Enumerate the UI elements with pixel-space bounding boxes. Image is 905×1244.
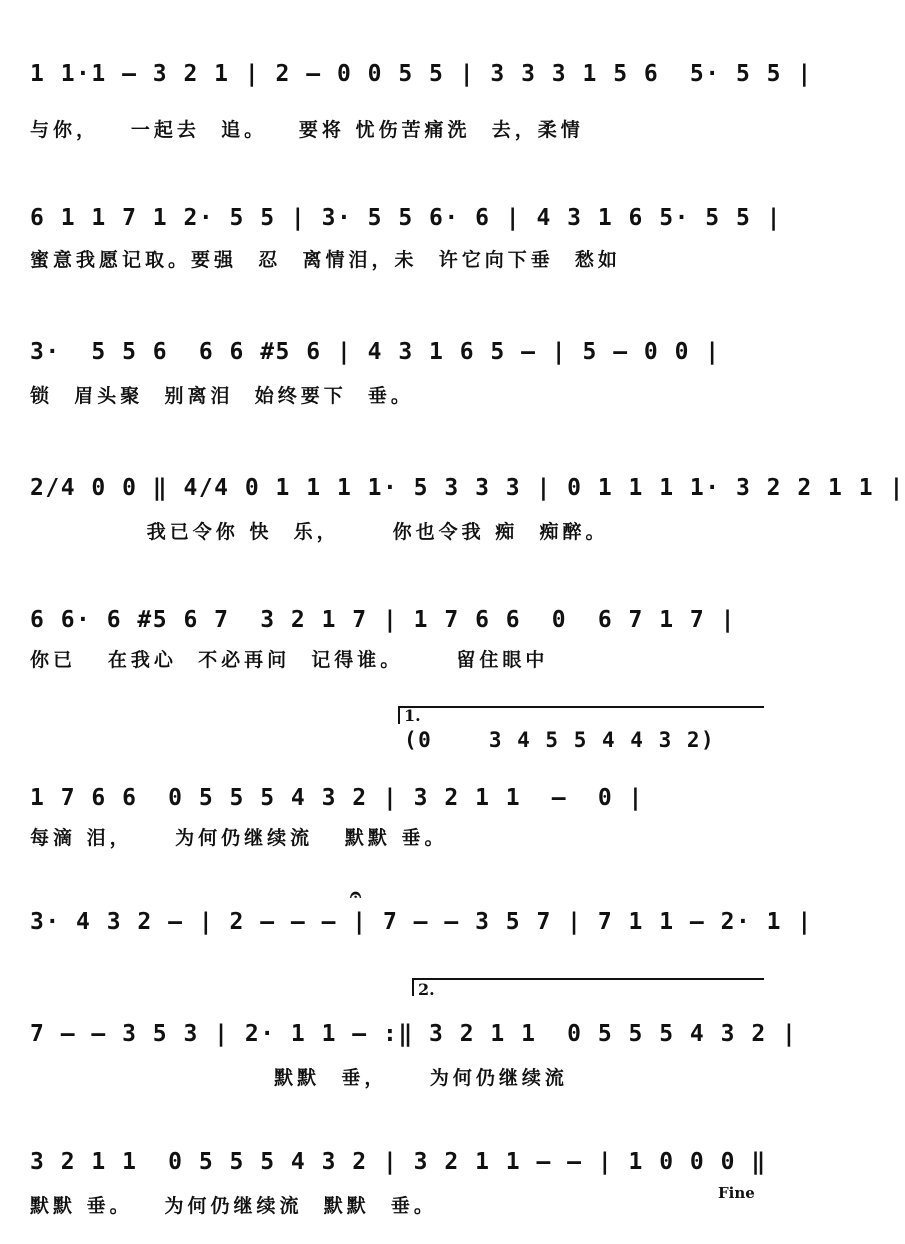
fermata-icon: 𝄐 xyxy=(350,882,362,906)
notation-line: 2/4 0 0 ‖ 4/4 0 1 1 1 1· 5 3 3 3 | 0 1 1 1 1· 3 2 2 1 1 | xyxy=(30,475,905,501)
second-ending-bracket xyxy=(412,978,764,996)
alternate-notation-line: (0 3 4 5 5 4 4 3 2) xyxy=(404,728,716,752)
first-ending-label: 1. xyxy=(404,706,421,725)
lyrics-line: 默默 垂， 为何仍继续流 xyxy=(30,1067,568,1089)
lyrics-line: 你已 在我心 不必再问 记得谁。 留住眼中 xyxy=(30,649,549,671)
notation-line: 6 1 1 7 1 2· 5 5 | 3· 5 5 6· 6 | 4 3 1 6 5· 5 5 | xyxy=(30,205,783,231)
lyrics-line: 蜜意我愿记取。要强 忍 离情泪，未 许它向下垂 愁如 xyxy=(30,249,621,271)
notation-line: 3· 5 5 6 6 6 #5 6 | 4 3 1 6 5 — | 5 — 0 0 | xyxy=(30,339,721,365)
lyrics-line: 锁 眉头聚 别离泪 始终要下 垂。 xyxy=(30,385,414,407)
lyrics-line: 我已令你 快 乐， 你也令我 痴 痴醉。 xyxy=(30,521,609,543)
lyrics-line: 每滴 泪， 为何仍继续流 默默 垂。 xyxy=(30,827,448,849)
notation-line: 6 6· 6 #5 6 7 3 2 1 7 | 1 7 6 6 0 6 7 1 7 | xyxy=(30,607,736,633)
notation-line: 3· 4 3 2 — | 2 — — — | 7 — — 3 5 7 | 7 1 1 — 2· 1 | xyxy=(30,909,813,935)
second-ending-label: 2. xyxy=(418,980,435,999)
lyrics-line: 与你， 一起去 追。 要将 忧伤苦痛洗 去，柔情 xyxy=(30,119,584,141)
notation-line: 7 — — 3 5 3 | 2· 1 1 — :‖ 3 2 1 1 0 5 5 5 4 3 2 | xyxy=(30,1021,798,1047)
lyrics-line: 默默 垂。 为何仍继续流 默默 垂。 xyxy=(30,1195,437,1217)
notation-line: 1 1·1 — 3 2 1 | 2 — 0 0 5 5 | 3 3 3 1 5 6 5· 5 5 | xyxy=(30,61,813,87)
notation-line: 3 2 1 1 0 5 5 5 4 3 2 | 3 2 1 1 — — | 1 0 0 0 ‖ xyxy=(30,1149,767,1175)
fine-marking: Fine xyxy=(718,1184,755,1202)
notation-line: 1 7 6 6 0 5 5 5 4 3 2 | 3 2 1 1 — 0 | xyxy=(30,785,644,811)
